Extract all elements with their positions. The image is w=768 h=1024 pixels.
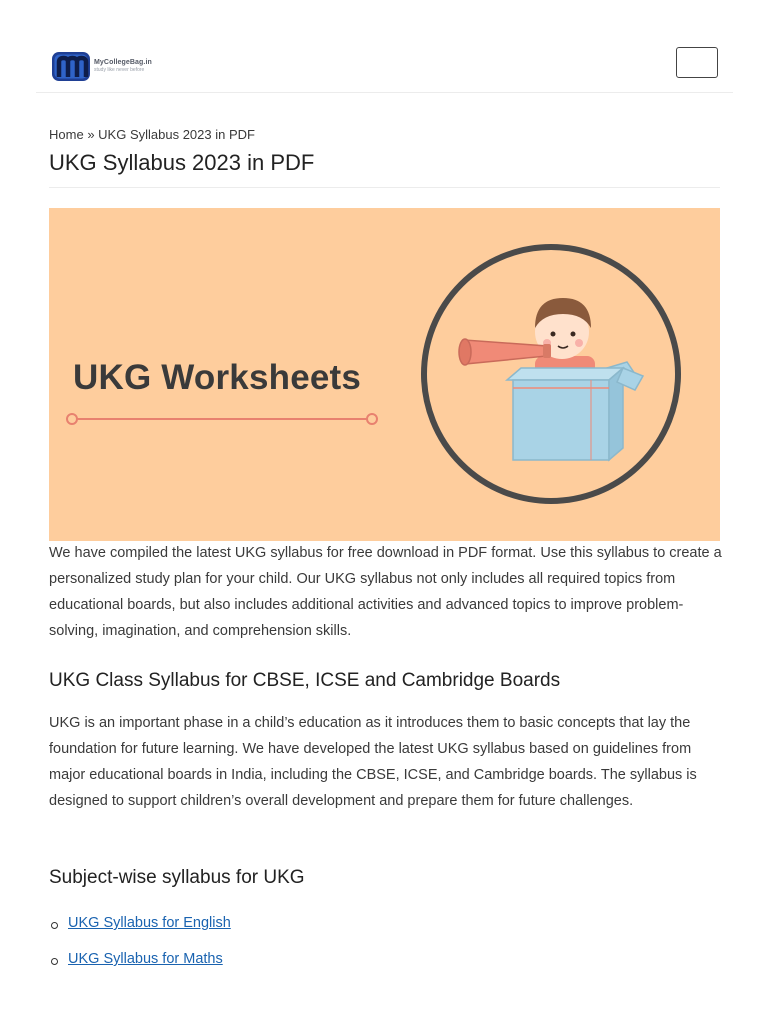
breadcrumb-separator: » (87, 127, 95, 142)
logo-text (94, 58, 152, 74)
link-ukg-maths[interactable]: UKG Syllabus for Maths (68, 951, 223, 967)
breadcrumb (49, 127, 255, 142)
hero-underline-icon (66, 411, 378, 427)
page-title: UKG Syllabus 2023 in PDF (49, 150, 315, 175)
child-telescope-box-icon (417, 240, 685, 508)
intro-paragraph: We have compiled the latest UKG syllabus for free download in PDF format. Use this syllabus to create a personalized study plan for your child. Our UKG syllabus not only includes all required topics from educational boards, but also includes additional activities and advanced topics to improve problem-solving, imagination, and comprehension skills. (49, 545, 722, 639)
section-heading-subjects: Subject-wise syllabus for UKG (49, 867, 305, 888)
hero-banner (49, 208, 720, 541)
breadcrumb-home-link[interactable]: Home (49, 127, 84, 142)
section-heading-boards: UKG Class Syllabus for CBSE, ICSE and Cambridge Boards (49, 670, 561, 691)
list-item (49, 951, 231, 987)
breadcrumb-current: UKG Syllabus 2023 in PDF (98, 127, 255, 142)
list-item (49, 915, 231, 951)
logo-name: MyCollegeBag.in (94, 59, 152, 66)
boards-paragraph: UKG is an important phase in a child’s education as it introduces them to basic concepts that lay the foundation for future learning. We have developed the latest UKG syllabus based on guidelines from major educational boards in India, including the CBSE, ICSE, and Cambridge boards. The syllabus is designed to support children’s overall development and prepare them for future challenges. (49, 715, 697, 809)
hero-title: UKG Worksheets (73, 358, 362, 397)
title-divider (49, 187, 720, 188)
menu-toggle-button[interactable] (676, 47, 718, 78)
logo-mark-icon (50, 49, 92, 83)
site-header (36, 0, 733, 93)
site-logo[interactable] (50, 46, 190, 86)
link-ukg-english[interactable]: UKG Syllabus for English (68, 915, 231, 931)
subject-links-list (49, 915, 231, 987)
logo-tagline: study like never before (94, 67, 145, 73)
